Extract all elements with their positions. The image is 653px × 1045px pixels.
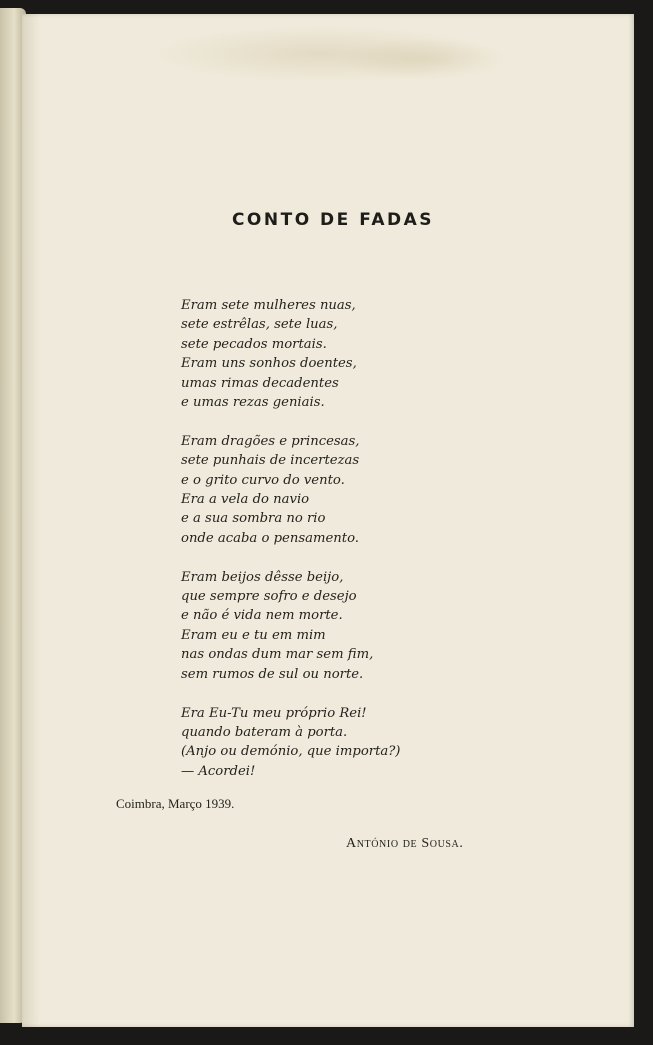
poem-line: e não é vida nem morte. <box>181 608 343 624</box>
poem-line: nas ondas dum mar sem fim, <box>181 647 374 663</box>
poem-line: Eram eu e tu em mim <box>181 627 326 643</box>
poem-line: sete punhais de incertezas <box>181 453 360 469</box>
poem-line: umas rimas decadentes <box>181 375 339 391</box>
place-and-date: Coimbra, Março 1939. <box>116 796 235 811</box>
poem-line: e o grito curvo do vento. <box>181 472 345 488</box>
poem-body <box>181 296 400 801</box>
poem-line: Eram uns sonhos doentes, <box>181 356 357 372</box>
poem-line: quando bateram à porta. <box>181 724 348 740</box>
poem-title: CONTO DE FADAS <box>231 210 435 230</box>
poem-line: Eram sete mulheres nuas, <box>181 298 356 313</box>
poem-line: (Anjo ou demónio, que importa?) <box>181 744 401 760</box>
stanza-1 <box>181 296 400 412</box>
poem-line: e umas rezas geniais. <box>181 394 325 410</box>
stanza-3 <box>181 568 400 684</box>
stanza-4 <box>181 704 400 782</box>
poem-line: sete estrêlas, sete luas, <box>181 317 338 333</box>
author-signature: António de Sousa. <box>346 836 464 851</box>
poem-line: Eram dragões e princesas, <box>181 433 360 449</box>
poem-line: e a sua sombra no rio <box>181 511 326 527</box>
poem-line: Era Eu-Tu meu próprio Rei! <box>181 705 367 721</box>
poem-line: Era a vela do navio <box>181 492 310 508</box>
poem-line: onde acaba o pensamento. <box>181 530 359 546</box>
poem-line: — Acordei! <box>181 763 256 779</box>
stanza-2 <box>181 432 400 548</box>
book-page <box>22 14 634 1027</box>
poem-line: sete pecados mortais. <box>181 336 327 352</box>
poem-line: Eram beijos dêsse beijo, <box>181 569 344 585</box>
poem-line: sem rumos de sul ou norte. <box>181 666 364 682</box>
poem-line: que sempre sofro e desejo <box>181 589 357 605</box>
